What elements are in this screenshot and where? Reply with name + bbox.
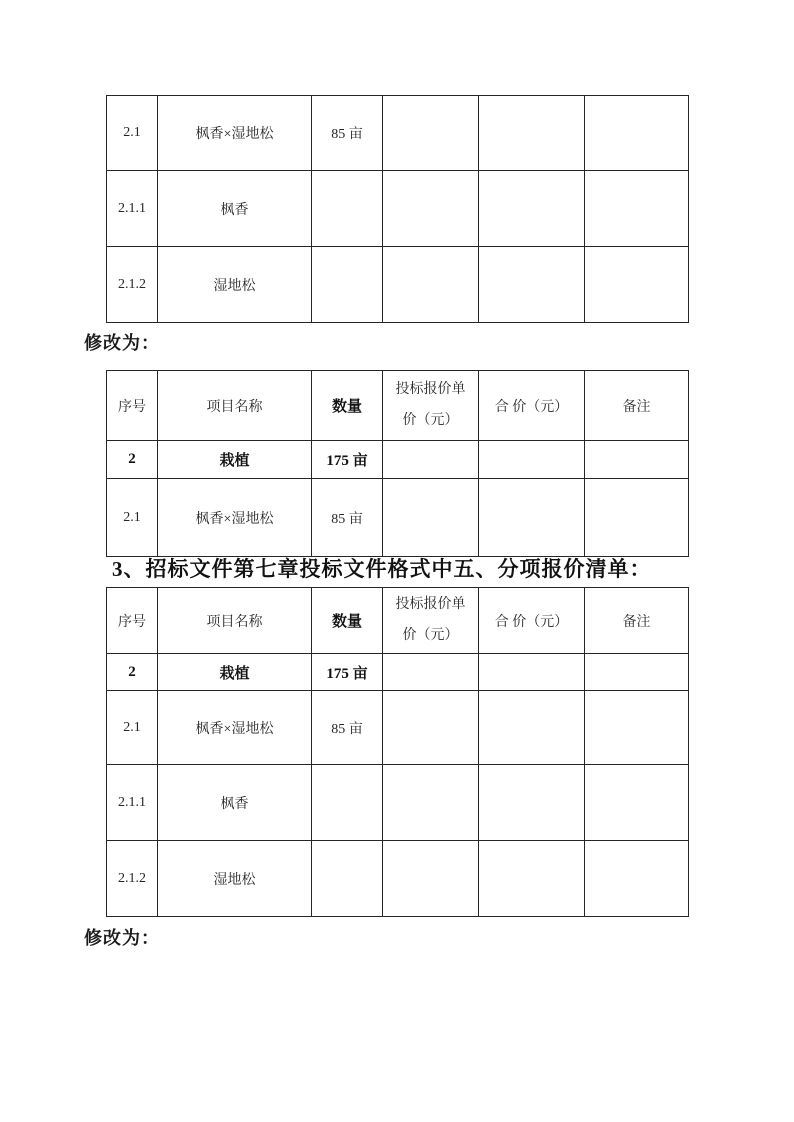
cell-total-price — [479, 654, 585, 691]
cell-quantity — [312, 247, 383, 323]
header-item-name: 项目名称 — [158, 588, 312, 654]
cell-item-name: 湿地松 — [158, 247, 312, 323]
cell-item-name: 枫香×湿地松 — [158, 96, 312, 171]
table-row — [107, 654, 689, 691]
cell-item-name: 枫香×湿地松 — [158, 691, 312, 765]
cell-remark — [585, 479, 689, 557]
header-quantity: 数量 — [312, 588, 383, 654]
table-row — [107, 691, 689, 765]
cell-seq: 2.1.1 — [107, 765, 158, 841]
cell-item-name: 枫香 — [158, 765, 312, 841]
cell-remark — [585, 441, 689, 479]
cell-quantity: 85 亩 — [312, 691, 383, 765]
header-quantity: 数量 — [312, 371, 383, 441]
cell-unit-price — [383, 171, 479, 247]
cell-remark — [585, 765, 689, 841]
cell-seq: 2.1 — [107, 479, 158, 557]
header-item-name: 项目名称 — [158, 371, 312, 441]
header-remark: 备注 — [585, 588, 689, 654]
cell-seq: 2.1.2 — [107, 247, 158, 323]
header-total-price: 合 价（元） — [479, 588, 585, 654]
cell-remark — [585, 691, 689, 765]
cell-quantity — [312, 171, 383, 247]
cell-item-name: 栽植 — [158, 441, 312, 479]
cell-seq: 2 — [107, 441, 158, 479]
carryover-table — [106, 95, 689, 323]
cell-quantity: 175 亩 — [312, 654, 383, 691]
cell-remark — [585, 247, 689, 323]
cell-quantity: 85 亩 — [312, 96, 383, 171]
cell-remark — [585, 654, 689, 691]
header-unit-price — [383, 588, 479, 654]
table-row — [107, 171, 689, 247]
cell-unit-price — [383, 691, 479, 765]
header-row — [107, 588, 689, 654]
modify-note: 修改为： — [84, 928, 160, 948]
cell-total-price — [479, 441, 585, 479]
table-row — [107, 479, 689, 557]
header-unit-price-label: 投标报价单价（元） — [395, 381, 466, 428]
table-row — [107, 841, 689, 917]
revised-table — [106, 370, 689, 557]
table-row — [107, 247, 689, 323]
table-row — [107, 441, 689, 479]
cell-quantity: 175 亩 — [312, 441, 383, 479]
cell-remark — [585, 171, 689, 247]
header-total-price: 合 价（元） — [479, 371, 585, 441]
cell-seq: 2.1 — [107, 691, 158, 765]
cell-unit-price — [383, 654, 479, 691]
cell-total-price — [479, 171, 585, 247]
cell-item-name: 枫香×湿地松 — [158, 479, 312, 557]
section-heading: 3、招标文件第七章投标文件格式中五、分项报价清单： — [112, 557, 652, 581]
cell-total-price — [479, 691, 585, 765]
cell-total-price — [479, 96, 585, 171]
cell-unit-price — [383, 841, 479, 917]
cell-seq: 2.1 — [107, 96, 158, 171]
header-unit-price-label: 投标报价单价（元） — [395, 596, 466, 643]
cell-unit-price — [383, 479, 479, 557]
header-row — [107, 371, 689, 441]
cell-unit-price — [383, 96, 479, 171]
table-row — [107, 765, 689, 841]
cell-quantity — [312, 841, 383, 917]
cell-unit-price — [383, 765, 479, 841]
cell-total-price — [479, 765, 585, 841]
cell-seq: 2 — [107, 654, 158, 691]
itemized-price-table — [106, 587, 689, 917]
cell-unit-price — [383, 247, 479, 323]
cell-total-price — [479, 479, 585, 557]
cell-seq: 2.1.2 — [107, 841, 158, 917]
header-unit-price — [383, 371, 479, 441]
cell-item-name: 栽植 — [158, 654, 312, 691]
cell-quantity — [312, 765, 383, 841]
cell-unit-price — [383, 441, 479, 479]
cell-total-price — [479, 247, 585, 323]
header-seq: 序号 — [107, 588, 158, 654]
cell-item-name: 湿地松 — [158, 841, 312, 917]
cell-total-price — [479, 841, 585, 917]
table-row — [107, 96, 689, 171]
header-remark: 备注 — [585, 371, 689, 441]
cell-remark — [585, 841, 689, 917]
cell-remark — [585, 96, 689, 171]
header-seq: 序号 — [107, 371, 158, 441]
cell-item-name: 枫香 — [158, 171, 312, 247]
cell-seq: 2.1.1 — [107, 171, 158, 247]
modify-note: 修改为： — [84, 333, 160, 353]
cell-quantity: 85 亩 — [312, 479, 383, 557]
